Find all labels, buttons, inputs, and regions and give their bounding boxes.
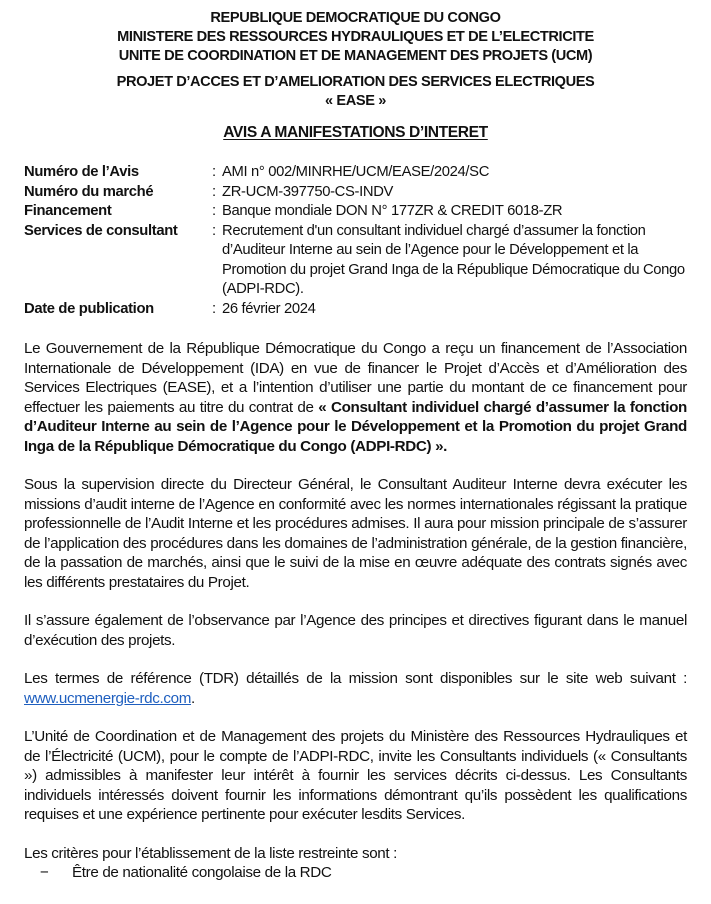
meta-value-wrap bbox=[212, 163, 687, 183]
website-link[interactable]: www.ucmenergie-rdc.com bbox=[24, 689, 192, 707]
notice-details bbox=[24, 163, 687, 319]
meta-value-wrap bbox=[212, 222, 687, 300]
criteria-list bbox=[24, 863, 687, 883]
document-header bbox=[24, 0, 687, 142]
paragraph-observance: Il s’assure également de l’observance par l’Agence des principes et directives figurant dans le manuel d’exécution des projets. bbox=[24, 612, 687, 649]
header-country: REPUBLIQUE DEMOCRATIQUE DU CONGO bbox=[210, 10, 501, 26]
meta-row-contract-number bbox=[24, 183, 687, 203]
meta-value: AMI n° 002/MINRHE/UCM/EASE/2024/SC bbox=[222, 164, 490, 180]
meta-value: Recrutement d'un consultant individuel chargé d’assumer la fonction d’Auditeur Interne au sein de l’Agence pour le Développement et la Promotion du projet Grand Inga de la République Démocratique du Congo (ADPI-RDC). bbox=[222, 222, 685, 297]
meta-label: Numéro du marché bbox=[24, 183, 154, 200]
paragraph-tdr bbox=[24, 669, 687, 708]
colon: : bbox=[212, 164, 216, 180]
paragraph-text: Les termes de référence (TDR) détaillés de la mission sont disponibles sur le site web suivant : bbox=[24, 670, 687, 687]
header-project: PROJET D’ACCES ET D’AMELIORATION DES SERVICES ELECTRIQUES bbox=[116, 74, 595, 90]
meta-row-consultant-services bbox=[24, 222, 687, 300]
meta-label: Numéro de l’Avis bbox=[24, 164, 139, 180]
project-block bbox=[24, 73, 687, 111]
contract-title-bold: « Consultant individuel chargé d’assumer la fonction d’Auditeur Interne au sein de l’Agence pour le Développement et la Promotion du projet Grand Inga de la République Démocratique du Congo (ADPI-RDC) ». bbox=[24, 398, 687, 455]
paragraph-text: . bbox=[191, 689, 195, 707]
criteria-text: Être de nationalité congolaise de la RDC bbox=[72, 864, 332, 881]
meta-value: 26 février 2024 bbox=[222, 300, 316, 317]
paragraph-mission: Sous la supervision directe du Directeur Général, le Consultant Auditeur Interne devra exécuter les missions d’audit interne de l’Agence en conformité avec les normes internationales régissant la pratique professionnelle de l’Audit Interne et les procédures admises. Il aura pour mission principale de s’assurer de l’application des procédures dans les domaines de l’administration générale, de la gestion financière, de la passation de marchés, ainsi que le suivi de la mise en œuvre adéquate des contrats signés avec les différents prestataires du Projet. bbox=[24, 476, 687, 591]
institution-block bbox=[24, 0, 687, 66]
meta-label: Date de publication bbox=[24, 300, 154, 317]
paragraph-financing bbox=[24, 339, 687, 456]
meta-label: Financement bbox=[24, 203, 112, 219]
meta-row-notice-number bbox=[24, 163, 687, 183]
meta-value-wrap bbox=[212, 183, 687, 203]
meta-value: ZR-UCM-397750-CS-INDV bbox=[222, 183, 394, 200]
colon: : bbox=[212, 203, 216, 219]
colon: : bbox=[212, 183, 216, 200]
colon: : bbox=[212, 222, 216, 239]
meta-row-publication-date bbox=[24, 300, 687, 320]
header-project-acronym: « EASE » bbox=[325, 93, 386, 109]
meta-value-wrap bbox=[212, 300, 687, 320]
meta-label: Services de consultant bbox=[24, 222, 178, 239]
meta-value: Banque mondiale DON N° 177ZR & CREDIT 6018-ZR bbox=[222, 203, 563, 219]
paragraph-invitation: L’Unité de Coordination et de Management des projets du Ministère des Ressources Hydrauliques et de l’Électricité (UCM), pour le compte de l’ADPI-RDC, invite les Consultants individuels (« Consultants ») admissibles à manifester leur intérêt à fournir les services décrits ci-dessus. Les Consultants individuels intéressés doivent fournir les informations démontrant qu’ils possèdent les qualifications requises et une expérience pertinente pour exécuter lesdits Services. bbox=[24, 728, 687, 823]
colon: : bbox=[212, 300, 216, 317]
paragraph-text: Le Gouvernement de la République Démocratique du Congo a reçu un financement de l’Association Internationale de Développement (IDA) en vue de financer le Projet d’Accès et d’Amélioration des Services Electriques (EASE), et a l’intention d’utiliser une partie du montant de ce financement pour effectuer les paiements au titre du contrat de bbox=[24, 340, 687, 416]
header-unit: UNITE DE COORDINATION ET DE MANAGEMENT DES PROJETS (UCM) bbox=[118, 48, 593, 64]
list-item bbox=[24, 863, 687, 883]
header-ministry: MINISTERE DES RESSOURCES HYDRAULIQUES ET DE L’ELECTRICITE bbox=[117, 29, 594, 45]
meta-value-wrap bbox=[212, 202, 687, 222]
dash-bullet-icon: − bbox=[40, 864, 49, 881]
document-title: AVIS A MANIFESTATIONS D’INTERET bbox=[223, 124, 488, 141]
paragraph-criteria-intro: Les critères pour l’établissement de la liste restreinte sont : bbox=[24, 844, 398, 862]
meta-row-financing bbox=[24, 202, 687, 222]
